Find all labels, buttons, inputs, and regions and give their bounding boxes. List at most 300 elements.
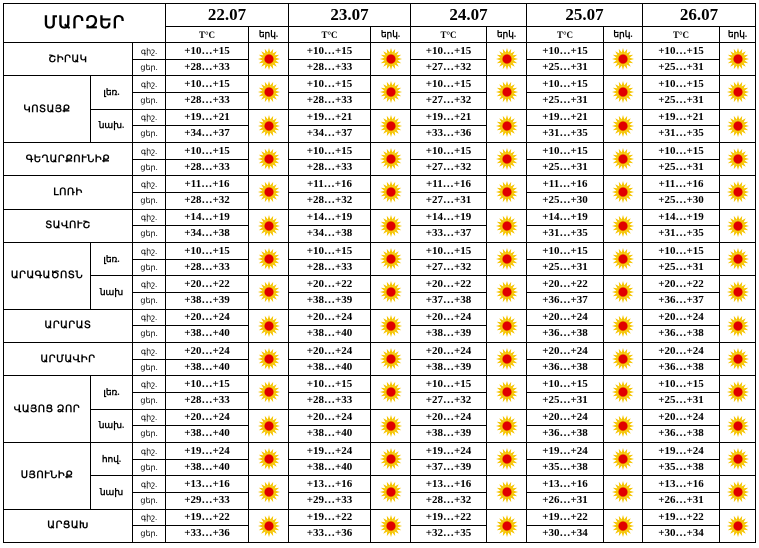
- night-temp: +20…+24: [289, 344, 370, 360]
- day-temp: +28…+33: [306, 160, 353, 173]
- weather-icon-cell: [604, 376, 643, 409]
- day-night-labels: [133, 276, 166, 309]
- day-temp: +28…+32: [425, 493, 472, 506]
- temperature-cell: [527, 276, 604, 309]
- temperature-cell: [411, 43, 487, 76]
- night-temp: +19…+22: [411, 510, 486, 526]
- sun-icon: [249, 215, 288, 237]
- weather-icon-cell: [720, 276, 756, 309]
- weather-icon-cell: [249, 43, 289, 76]
- sun-icon: [487, 48, 526, 70]
- sun-icon: [487, 481, 526, 503]
- night-label: գիշ.: [133, 377, 165, 393]
- temperature-cell: [289, 342, 371, 375]
- weather-icon-cell: [371, 209, 411, 242]
- weather-icon-cell: [720, 409, 756, 442]
- night-temp: +20…+22: [527, 277, 603, 293]
- day-temp: +28…+33: [306, 60, 353, 73]
- temperature-cell: [643, 176, 720, 209]
- sun-icon: [487, 448, 526, 470]
- temperature-cell: [643, 209, 720, 242]
- night-temp: +19…+24: [166, 444, 248, 460]
- weather-icon-cell: [720, 509, 756, 542]
- night-temp: +11…+16: [289, 177, 370, 193]
- night-temp: +19…+24: [527, 444, 603, 460]
- temperature-cell: [411, 376, 487, 409]
- weather-icon-cell: [720, 142, 756, 175]
- weather-icon-cell: [487, 176, 527, 209]
- weather-icon-cell: [720, 109, 756, 142]
- sun-icon: [371, 315, 410, 337]
- regions-header: ՄԱՐԶԵՐ: [4, 4, 166, 43]
- night-temp: +20…+24: [289, 410, 370, 426]
- weather-icon-cell: [487, 442, 527, 475]
- region-row: [4, 109, 756, 142]
- temperature-cell: [643, 509, 720, 542]
- temperature-cell: [643, 242, 720, 275]
- night-temp: +13…+16: [166, 477, 248, 493]
- day-night-labels: [133, 409, 166, 442]
- temperature-cell: [527, 376, 604, 409]
- weather-icon-cell: [487, 76, 527, 109]
- weather-icon-cell: [371, 409, 411, 442]
- weather-icon-cell: [249, 476, 289, 509]
- date-header-row: [4, 4, 756, 27]
- temperature-cell: [289, 176, 371, 209]
- temperature-cell: [527, 342, 604, 375]
- temperature-cell: [643, 43, 720, 76]
- day-temp: +28…+33: [184, 93, 230, 106]
- sun-icon: [604, 415, 642, 437]
- day-temp: +36…+38: [542, 360, 588, 373]
- day-temp: +25…+31: [658, 393, 704, 406]
- sun-icon: [604, 315, 642, 337]
- day-temp: +38…+40: [184, 360, 230, 373]
- night-temp: +20…+22: [643, 277, 719, 293]
- night-temp: +10…+15: [289, 77, 370, 93]
- day-temp: +38…+40: [306, 327, 353, 340]
- subregion-label: նախ.: [91, 409, 133, 442]
- day-temp: +29…+33: [306, 493, 353, 506]
- weather-icon-cell: [371, 442, 411, 475]
- day-night-labels: [133, 43, 166, 76]
- sun-icon: [604, 215, 642, 237]
- day-night-labels: [133, 176, 166, 209]
- weather-icon-cell: [371, 509, 411, 542]
- temperature-cell: [166, 76, 249, 109]
- night-temp: +20…+24: [643, 410, 719, 426]
- temperature-cell: [289, 242, 371, 275]
- night-temp: +10…+15: [166, 377, 248, 393]
- day-temp: +38…+40: [306, 360, 353, 373]
- day-temp: +38…+40: [184, 427, 230, 440]
- night-temp: +19…+22: [166, 510, 248, 526]
- forecast-table: [3, 3, 756, 543]
- temperature-cell: [289, 209, 371, 242]
- weather-icon-cell: [487, 276, 527, 309]
- night-temp: +10…+15: [643, 77, 719, 93]
- sun-icon: [487, 515, 526, 537]
- temperature-cell: [411, 409, 487, 442]
- weather-icon-cell: [720, 376, 756, 409]
- day-temp: +29…+33: [184, 493, 230, 506]
- sun-icon: [720, 215, 755, 237]
- sun-icon: [604, 81, 642, 103]
- date-header: 24.07: [411, 4, 527, 27]
- sun-icon: [604, 515, 642, 537]
- day-temp: +26…+31: [658, 493, 704, 506]
- region-row: [4, 209, 756, 242]
- temperature-cell: [643, 76, 720, 109]
- icon-subheader: երկ.: [371, 27, 411, 43]
- weather-icon-cell: [487, 309, 527, 342]
- sun-icon: [487, 348, 526, 370]
- day-temp: +27…+32: [425, 60, 472, 73]
- night-temp: +20…+24: [411, 410, 486, 426]
- region-name: ՍՅՈՒՆԻՔ: [4, 442, 91, 509]
- night-temp: +10…+15: [166, 144, 248, 160]
- region-name: ԳԵՂԱՐՔՈՒՆԻՔ: [4, 142, 133, 175]
- temperature-cell: [289, 476, 371, 509]
- day-temp: +28…+33: [306, 393, 353, 406]
- night-label: գիշ.: [133, 144, 165, 160]
- icon-subheader: երկ.: [604, 27, 643, 43]
- sun-icon: [249, 515, 288, 537]
- day-label: ցեր.: [140, 95, 158, 105]
- night-label: գիշ.: [133, 410, 165, 426]
- temp-subheader: T°C: [411, 27, 487, 43]
- day-temp: +28…+33: [306, 260, 353, 273]
- night-label: գիշ.: [133, 510, 165, 526]
- temperature-cell: [289, 409, 371, 442]
- subregion-label: նախ: [91, 276, 133, 309]
- day-temp: +38…+39: [425, 327, 472, 340]
- sun-icon: [249, 481, 288, 503]
- temperature-cell: [527, 43, 604, 76]
- temperature-cell: [166, 43, 249, 76]
- sun-icon: [249, 381, 288, 403]
- region-name: ԼՈՌԻ: [4, 176, 133, 209]
- sun-icon: [371, 115, 410, 137]
- day-temp: +38…+40: [306, 460, 353, 473]
- temperature-cell: [166, 476, 249, 509]
- night-temp: +11…+16: [166, 177, 248, 193]
- weather-icon-cell: [249, 276, 289, 309]
- weather-icon-cell: [249, 209, 289, 242]
- temperature-cell: [166, 109, 249, 142]
- sun-icon: [249, 281, 288, 303]
- weather-icon-cell: [604, 309, 643, 342]
- weather-icon-cell: [487, 43, 527, 76]
- weather-icon-cell: [720, 442, 756, 475]
- sun-icon: [720, 381, 755, 403]
- weather-icon-cell: [487, 209, 527, 242]
- temperature-cell: [289, 276, 371, 309]
- night-temp: +19…+22: [289, 510, 370, 526]
- day-night-labels: [133, 142, 166, 175]
- weather-icon-cell: [371, 276, 411, 309]
- sun-icon: [487, 181, 526, 203]
- day-temp: +38…+40: [306, 427, 353, 440]
- night-temp: +11…+16: [643, 177, 719, 193]
- region-name: ՇԻՐԱԿ: [4, 43, 133, 76]
- night-temp: +10…+15: [166, 244, 248, 260]
- sun-icon: [487, 381, 526, 403]
- day-temp: +34…+38: [306, 227, 353, 240]
- sun-icon: [249, 315, 288, 337]
- night-temp: +13…+16: [643, 477, 719, 493]
- sun-icon: [371, 348, 410, 370]
- sun-icon: [249, 48, 288, 70]
- day-night-labels: [133, 342, 166, 375]
- sun-icon: [604, 248, 642, 270]
- region-row: [4, 442, 756, 475]
- temperature-cell: [411, 176, 487, 209]
- night-temp: +10…+15: [527, 44, 603, 60]
- sun-icon: [487, 281, 526, 303]
- day-temp: +34…+37: [184, 127, 230, 140]
- weather-icon-cell: [604, 409, 643, 442]
- temperature-cell: [289, 109, 371, 142]
- icon-subheader: երկ.: [249, 27, 289, 43]
- night-temp: +19…+21: [289, 110, 370, 126]
- temperature-cell: [643, 276, 720, 309]
- day-temp: +34…+38: [184, 227, 230, 240]
- night-temp: +10…+15: [411, 244, 486, 260]
- day-temp: +28…+33: [184, 60, 230, 73]
- weather-icon-cell: [487, 142, 527, 175]
- weather-icon-cell: [604, 209, 643, 242]
- day-temp: +28…+32: [306, 193, 353, 206]
- temperature-cell: [527, 76, 604, 109]
- region-row: [4, 309, 756, 342]
- weather-icon-cell: [720, 76, 756, 109]
- temperature-cell: [166, 209, 249, 242]
- sun-icon: [604, 115, 642, 137]
- night-label: գիշ.: [133, 277, 165, 293]
- sun-icon: [720, 348, 755, 370]
- weather-icon-cell: [249, 509, 289, 542]
- weather-icon-cell: [720, 309, 756, 342]
- night-label: գիշ.: [133, 477, 165, 493]
- weather-icon-cell: [249, 376, 289, 409]
- night-temp: +19…+21: [643, 110, 719, 126]
- temperature-cell: [643, 476, 720, 509]
- night-temp: +10…+15: [289, 377, 370, 393]
- day-temp: +36…+38: [658, 327, 704, 340]
- day-temp: +35…+38: [658, 460, 704, 473]
- temperature-cell: [527, 242, 604, 275]
- sun-icon: [720, 315, 755, 337]
- night-temp: +19…+24: [289, 444, 370, 460]
- weather-icon-cell: [487, 342, 527, 375]
- night-temp: +10…+15: [643, 44, 719, 60]
- day-temp: +30…+34: [542, 527, 588, 540]
- day-temp: +33…+36: [184, 527, 230, 540]
- temperature-cell: [643, 376, 720, 409]
- sun-icon: [604, 148, 642, 170]
- day-temp: +28…+33: [184, 260, 230, 273]
- temperature-cell: [166, 376, 249, 409]
- sun-icon: [720, 515, 755, 537]
- day-label: ցեր.: [140, 395, 158, 405]
- night-temp: +10…+15: [527, 77, 603, 93]
- temperature-cell: [166, 242, 249, 275]
- night-temp: +13…+16: [527, 477, 603, 493]
- subregion-label: նախ.: [91, 109, 133, 142]
- sun-icon: [720, 148, 755, 170]
- day-night-labels: [133, 76, 166, 109]
- night-temp: +19…+21: [166, 110, 248, 126]
- night-temp: +20…+24: [166, 410, 248, 426]
- temp-subheader: T°C: [527, 27, 604, 43]
- day-night-labels: [133, 242, 166, 275]
- weather-icon-cell: [249, 109, 289, 142]
- day-night-labels: [133, 109, 166, 142]
- night-label: գիշ.: [133, 244, 165, 260]
- day-temp: +38…+40: [184, 460, 230, 473]
- region-row: [4, 43, 756, 76]
- sun-icon: [249, 181, 288, 203]
- sun-icon: [371, 281, 410, 303]
- region-name: ԱՐԱՐԱՏ: [4, 309, 133, 342]
- day-night-labels: [133, 309, 166, 342]
- temperature-cell: [527, 142, 604, 175]
- temperature-cell: [411, 76, 487, 109]
- day-temp: +30…+34: [658, 527, 704, 540]
- day-temp: +38…+40: [184, 327, 230, 340]
- night-label: գիշ.: [133, 77, 165, 93]
- day-temp: +31…+35: [542, 227, 588, 240]
- night-temp: +10…+15: [411, 144, 486, 160]
- weather-icon-cell: [371, 376, 411, 409]
- temperature-cell: [643, 342, 720, 375]
- weather-icon-cell: [249, 142, 289, 175]
- night-temp: +14…+19: [411, 210, 486, 226]
- weather-icon-cell: [487, 109, 527, 142]
- region-row: [4, 242, 756, 275]
- day-temp: +38…+39: [306, 293, 353, 306]
- night-temp: +19…+21: [527, 110, 603, 126]
- weather-icon-cell: [604, 442, 643, 475]
- temperature-cell: [166, 142, 249, 175]
- day-label: ցեր.: [140, 495, 158, 505]
- icon-subheader: երկ.: [487, 27, 527, 43]
- weather-icon-cell: [249, 342, 289, 375]
- day-temp: +25…+30: [542, 193, 588, 206]
- night-temp: +19…+22: [643, 510, 719, 526]
- weather-icon-cell: [720, 342, 756, 375]
- temperature-cell: [289, 76, 371, 109]
- night-temp: +10…+15: [289, 244, 370, 260]
- region-name: ԱՐՑԱԽ: [4, 509, 133, 542]
- night-temp: +10…+15: [527, 377, 603, 393]
- sun-icon: [604, 448, 642, 470]
- day-label: ցեր.: [140, 195, 158, 205]
- day-temp: +31…+35: [658, 227, 704, 240]
- sun-icon: [249, 248, 288, 270]
- day-label: ցեր.: [140, 362, 158, 372]
- day-temp: +25…+31: [542, 160, 588, 173]
- temperature-cell: [166, 276, 249, 309]
- sun-icon: [371, 448, 410, 470]
- sun-icon: [720, 415, 755, 437]
- sun-icon: [487, 315, 526, 337]
- sun-icon: [249, 115, 288, 137]
- night-temp: +10…+15: [411, 77, 486, 93]
- day-temp: +33…+36: [306, 527, 353, 540]
- sun-icon: [604, 48, 642, 70]
- temperature-cell: [411, 476, 487, 509]
- sun-icon: [371, 381, 410, 403]
- temperature-cell: [166, 176, 249, 209]
- weather-icon-cell: [371, 342, 411, 375]
- sun-icon: [487, 115, 526, 137]
- temperature-cell: [166, 342, 249, 375]
- temperature-cell: [289, 309, 371, 342]
- weather-icon-cell: [604, 509, 643, 542]
- weather-icon-cell: [604, 276, 643, 309]
- weather-icon-cell: [249, 409, 289, 442]
- region-name: ԿՈՏԱՅՔ: [4, 76, 91, 143]
- region-row: [4, 476, 756, 509]
- day-label: ցեր.: [140, 329, 158, 339]
- temp-subheader: T°C: [166, 27, 249, 43]
- night-temp: +14…+19: [527, 210, 603, 226]
- weather-icon-cell: [604, 476, 643, 509]
- night-temp: +11…+16: [527, 177, 603, 193]
- temperature-cell: [289, 43, 371, 76]
- weather-icon-cell: [604, 76, 643, 109]
- sun-icon: [249, 81, 288, 103]
- date-header: 25.07: [527, 4, 643, 27]
- region-name: ԱՐԱԳԱԾՈՏՆ: [4, 242, 91, 309]
- weather-icon-cell: [371, 76, 411, 109]
- sun-icon: [604, 281, 642, 303]
- day-temp: +27…+32: [425, 393, 472, 406]
- temperature-cell: [527, 442, 604, 475]
- region-row: [4, 509, 756, 542]
- temperature-cell: [411, 309, 487, 342]
- sun-icon: [487, 415, 526, 437]
- weather-icon-cell: [604, 242, 643, 275]
- night-temp: +10…+15: [289, 44, 370, 60]
- temperature-cell: [411, 442, 487, 475]
- subregion-label: լեռ.: [91, 376, 133, 409]
- night-temp: +10…+15: [527, 244, 603, 260]
- weather-icon-cell: [487, 376, 527, 409]
- weather-icon-cell: [604, 142, 643, 175]
- night-temp: +10…+15: [289, 144, 370, 160]
- sun-icon: [371, 515, 410, 537]
- sun-icon: [720, 281, 755, 303]
- weather-icon-cell: [720, 176, 756, 209]
- sun-icon: [371, 48, 410, 70]
- weather-icon-cell: [249, 76, 289, 109]
- temperature-cell: [527, 409, 604, 442]
- night-temp: +19…+22: [527, 510, 603, 526]
- sun-icon: [720, 248, 755, 270]
- day-temp: +36…+38: [658, 360, 704, 373]
- sun-icon: [604, 348, 642, 370]
- weather-icon-cell: [487, 409, 527, 442]
- day-temp: +25…+30: [658, 193, 704, 206]
- day-temp: +36…+38: [542, 327, 588, 340]
- weather-icon-cell: [249, 442, 289, 475]
- sun-icon: [720, 481, 755, 503]
- night-temp: +20…+24: [527, 344, 603, 360]
- sun-icon: [720, 448, 755, 470]
